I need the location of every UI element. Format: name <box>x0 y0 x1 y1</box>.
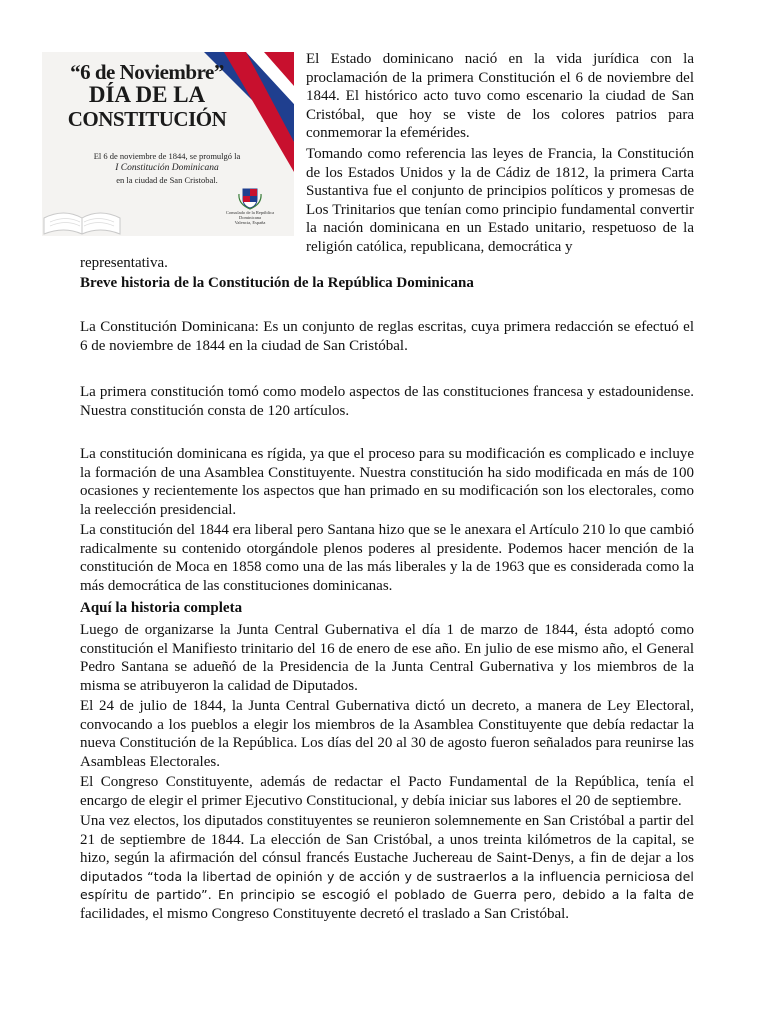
poster-note <box>72 150 262 186</box>
poster-org-line3: Valencia, España <box>234 220 266 225</box>
section-heading-history: Breve historia de la Constitución de la República Dominicana <box>80 275 474 291</box>
paragraph-1844-constitution: La constitución del 1844 era liberal pero Santana hizo que se le anexara el Artículo 210 lo que cambió radicalmente su contenido otorgándole plenos poderes al presidente. Podemos hacer mención de la constitución de Moca en 1858 como una de las más liberales y la de 1963 que es considerada como la más democrática de las constituciones dominicanas. <box>80 522 694 594</box>
paragraph-definition: La Constitución Dominicana: Es un conjunto de reglas escritas, cuya primera redacción se efectuó el 6 de noviembre de 1844 en la ciudad de San Cristóbal. <box>80 319 694 354</box>
poster-title-line1: DÍA DE LA <box>88 82 206 107</box>
poster-note-line1: El 6 de noviembre de 1844, se promulgó la <box>93 151 241 161</box>
poster-title-line2: CONSTITUCIÓN <box>67 107 227 131</box>
intro-paragraph-1: El Estado dominicano nació en la vida jurídica con la proclamación de la primera Constitución el 6 de noviembre del 1844. El histórico acto tuvo como escenario la ciudad de San Cristóbal, que hoy se viste de los colores patrios para conmemorar la efemérides. <box>306 51 694 141</box>
coat-of-arms-icon <box>237 186 263 210</box>
constitution-day-poster <box>42 52 294 236</box>
poster-organization <box>218 210 282 225</box>
poster-org-line1: Consulado de la República <box>225 210 275 215</box>
paragraph-congress-constituyente: El Congreso Constituyente, además de redactar el Pacto Fundamental de la República, tenía el encargo de elegir el primer Ejecutivo Constitucional, y debía iniciar sus labores el 20 de septiembre. <box>80 774 694 809</box>
intro-paragraph-2: Tomando como referencia las leyes de Francia, la Constitución de los Estados Unidos y la de Cádiz de 1812, la primera Carta Sustantiva fue el conjunto de principios políticos y promesas de Los Trinitarios que tenían como principio fundamental convertir la nación dominicana en un Estado unitario, respetuoso de la religión católica, republicana, democrática y <box>306 146 694 255</box>
san-cristobal-text-part2: diputados “toda la libertad de opinión y de acción y de sustraerlos a la influencia perniciosa del espíritu de partido”. En principio se escogió el poblado de Guerra pero, debido a la falta de <box>80 868 694 902</box>
san-cristobal-text-part1: Una vez electos, los diputados constituyentes se reunieron solemnemente en San Cristóbal a partir del 21 de septiembre de 1844. La elección de San Cristóbal, a unos treinta kilómetros de la capital, se hizo, según la afirmación del cónsul francés Eustache Juchereau de Saint-Denys, a fin de dejar a los <box>80 813 694 866</box>
paragraph-first-constitution: La primera constitución tomó como modelo aspectos de las constituciones francesa y estadounidense. Nuestra constitución consta de 120 artículos. <box>80 384 694 419</box>
section-heading-complete-history: Aquí la historia completa <box>80 600 243 616</box>
poster-date: “6 de Noviembre” <box>70 60 224 84</box>
paragraph-san-cristobal <box>80 812 694 923</box>
paragraph-electoral-decree: El 24 de julio de 1844, la Junta Central Gubernativa dictó un decreto, a manera de Ley Electoral, convocando a los pueblos a elegir los miembros de la Asamblea Constituyente que debía redactar la nueva Constitución de la República. Los días del 20 al 30 de agosto fueron señalados para reunirse las Asambleas Electorales. <box>80 698 694 770</box>
intro-paragraph-2-end: representativa. <box>80 255 168 271</box>
poster-note-line2: I Constitución Dominicana <box>115 163 219 173</box>
paragraph-junta-central: Luego de organizarse la Junta Central Gubernativa el día 1 de marzo de 1844, ésta adoptó como constitución el Manifiesto trinitario del 16 de enero de ese año. En julio de ese mismo año, el General Pedro Santana se adueñó de la Presidencia de la Junta Central Gubernativa y los miembros de la misma se atribuyeron la calidad de Diputados. <box>80 622 694 694</box>
san-cristobal-text-part3: facilidades, el mismo Congreso Constituyente decretó el traslado a San Cristóbal. <box>80 905 570 922</box>
open-book-icon <box>42 202 122 236</box>
paragraph-rigid-constitution: La constitución dominicana es rígida, ya que el proceso para su modificación es complicado e incluye la formación de una Asamblea Constituyente. Nuestra constitución ha sido modificada en más de 100 ocasiones y recientemente los aspectos que han primado en su modificación son los electorales, como la reelección presidencial. <box>80 446 694 518</box>
poster-org-line2: Dominicana <box>239 215 261 220</box>
poster-note-line3: en la ciudad de San Cristobal. <box>116 175 218 185</box>
